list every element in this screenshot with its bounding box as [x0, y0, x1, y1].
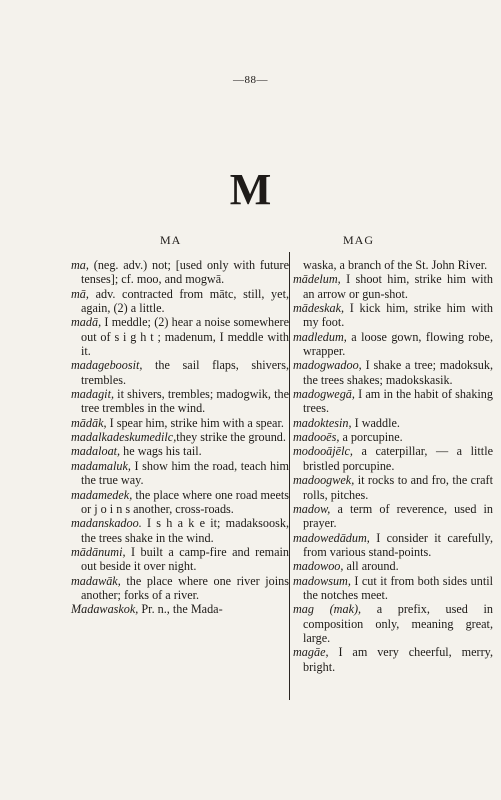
entry-headword: madoogwek, [293, 473, 355, 488]
dictionary-entry [293, 559, 493, 573]
entry-definition: I cut it from both sides until the notches meet. [303, 573, 493, 602]
entry-definition: the place where one road meets or j o i n s another, cross-roads. [81, 487, 289, 516]
entry-definition: a porcupine. [339, 430, 403, 445]
entry-definition: a caterpillar, — a little bristled porcupine. [303, 444, 493, 473]
entry-definition: he wags his tail. [120, 444, 202, 459]
entry-definition: I s h a k e it; madaksoosk, the trees shake in the wind. [81, 516, 289, 545]
dictionary-entry [293, 444, 493, 473]
guide-word-left: MA [160, 233, 182, 247]
entry-definition: I am in the habit of shaking trees. [303, 387, 493, 416]
entry-definition: (neg. adv.) not; [used only with future tenses]; cf. moo, and mogwā. [81, 258, 289, 287]
entry-definition: I consider it carefully, from various stand-points. [303, 530, 493, 559]
page-number: —88— [233, 74, 268, 86]
entry-headword: Madawaskok, [71, 602, 139, 617]
entry-definition: I waddle. [351, 415, 400, 430]
entry-definition: they strike the ground. [176, 430, 286, 445]
entry-headword: madā, [71, 315, 102, 330]
dictionary-entry [293, 574, 493, 603]
entry-headword: madamaluk, [71, 458, 131, 473]
entry-headword: madageboosit, [71, 358, 143, 373]
dictionary-entry [71, 488, 289, 517]
entry-headword: ma, [71, 258, 89, 272]
entry-definition: a prefix, used in composition only, meaning great, large. [303, 602, 493, 645]
dictionary-entry [71, 258, 289, 287]
entry-headword: mā, [71, 286, 89, 301]
entry-headword: madowoo, [293, 559, 344, 574]
entry-definition: the sail flaps, shivers, trembles. [81, 358, 289, 387]
entry-headword: madow, [293, 501, 331, 516]
dictionary-entry [71, 416, 289, 430]
guide-word-right: MAG [343, 233, 375, 247]
entry-headword: madledum, [293, 329, 347, 344]
dictionary-entry [293, 272, 493, 301]
entry-definition: I am very cheerful, merry, bright. [303, 645, 493, 674]
dictionary-entry [71, 545, 289, 574]
dictionary-entry [293, 358, 493, 387]
column-divider [289, 252, 290, 700]
left-column [71, 258, 289, 617]
dictionary-entry [71, 574, 289, 603]
entry-headword: madaloat, [71, 444, 121, 459]
entry-definition: it rocks to and fro, the craft rolls, pitches. [303, 473, 493, 502]
entry-headword: madowedādum, [293, 530, 370, 545]
entry-definition: I show him the road, teach him the true way. [81, 458, 289, 488]
entry-headword: madagit, [71, 387, 114, 402]
entry-headword: madawāk, [71, 573, 121, 588]
entry-headword: madalkadeskumedilc, [71, 430, 177, 445]
dictionary-entry [71, 430, 289, 444]
entry-definition: Pr. n., the Mada- [138, 602, 223, 617]
dictionary-entry [293, 602, 493, 645]
entry-definition: it shivers, trembles; madogwik, the tree trembles in the wind. [81, 387, 289, 416]
entry-headword: madooēs, [293, 430, 340, 445]
entry-definition: adv. contracted from mātc, still, yet, again, (2) a little. [81, 286, 289, 316]
dictionary-entry [71, 516, 289, 545]
entry-headword: mādeskak, [293, 301, 345, 316]
dictionary-entry [71, 459, 289, 488]
entry-definition: waska, a branch of the St. John River. [303, 258, 488, 272]
dictionary-entry [71, 387, 289, 416]
entry-headword: madoktesin, [293, 415, 352, 430]
dictionary-entry [71, 444, 289, 458]
entry-headword: madowsum, [293, 573, 351, 588]
dictionary-entry [293, 416, 493, 430]
entry-headword: madogwadoo, [293, 358, 362, 373]
entry-headword: madanskadoo. [71, 516, 142, 531]
entry-definition: I shake a tree; madoksuk, the trees shakes; madokskasik. [303, 358, 493, 387]
entry-headword: mādānumi, [71, 544, 126, 559]
dictionary-entry [293, 645, 493, 674]
dictionary-entry [293, 301, 493, 330]
entry-definition: I shoot him, strike him with an arrow or gun-shot. [303, 272, 493, 301]
entry-headword: mādāk, [71, 415, 107, 430]
entry-definition: I kick him, strike him with my foot. [303, 301, 493, 330]
dictionary-entry [71, 315, 289, 358]
dictionary-entry [293, 430, 493, 444]
entry-headword: madamedek, [71, 487, 133, 502]
entry-headword: mag (mak), [293, 602, 362, 617]
section-letter: M [229, 165, 272, 214]
entry-definition: a loose gown, flowing robe, wrapper. [303, 329, 493, 359]
entry-headword: modooājēlc, [293, 444, 353, 459]
dictionary-entry [71, 602, 289, 616]
entry-definition: all around. [343, 559, 399, 574]
dictionary-entry [293, 531, 493, 560]
right-column [293, 258, 493, 674]
dictionary-entry [293, 473, 493, 502]
dictionary-entry [293, 502, 493, 531]
dictionary-entry [293, 387, 493, 416]
entry-definition: I built a camp-fire and remain out beside it over night. [81, 544, 289, 574]
entry-headword: magāe, [293, 645, 329, 660]
dictionary-entry [71, 358, 289, 387]
dictionary-entry [71, 287, 289, 316]
dictionary-entry [293, 258, 493, 272]
entry-definition: I spear him, strike him with a spear. [106, 415, 284, 430]
entry-definition: the place where one river joins another; forks of a river. [81, 573, 289, 602]
dictionary-entry [293, 330, 493, 359]
entry-definition: I meddle; (2) hear a noise somewhere out of s i g h t ; madenum, I meddle with it. [81, 315, 289, 359]
entry-headword: madogwegā, [293, 387, 355, 402]
entry-headword: mādelum, [293, 272, 341, 287]
entry-definition: a term of reverence, used in prayer. [303, 501, 493, 531]
